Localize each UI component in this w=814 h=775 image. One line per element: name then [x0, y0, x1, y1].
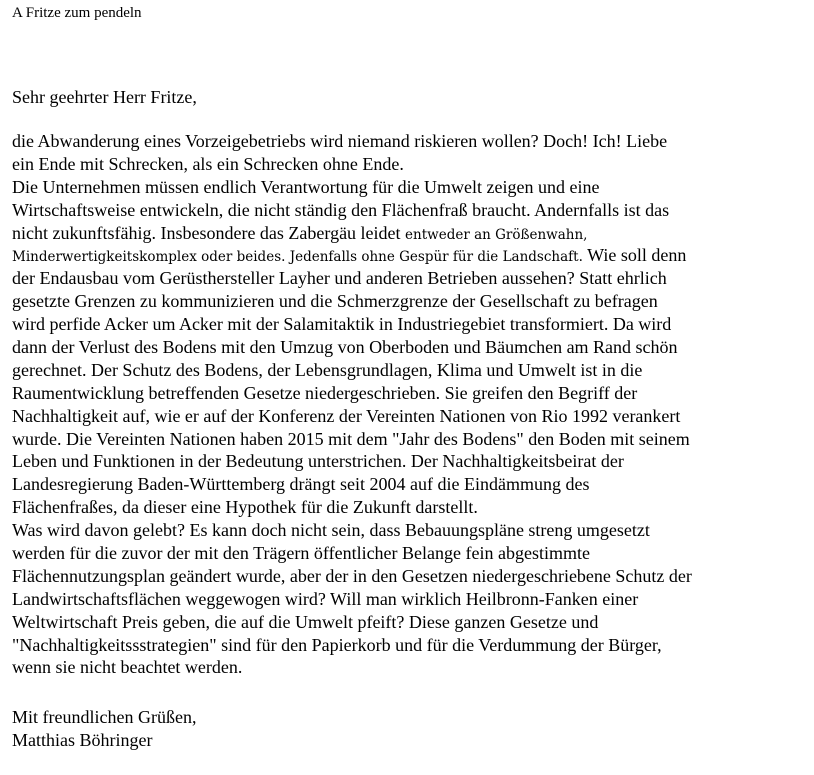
body-line: wenn sie nicht beachtet werden. — [12, 657, 243, 678]
body-line: der Endausbau vom Gerüsthersteller Layher und anderen Betrieben aussehen? Statt ehrlich — [12, 268, 667, 289]
body-line: Landwirtschaftsflächen weggewogen wird? Will man wirklich Heilbronn-Fanken einer — [12, 588, 639, 609]
body-segment-small: entweder an Größenwahn, — [405, 226, 588, 243]
body-line: dann der Verlust des Bodens mit den Umzug von Oberboden und Bäumchen am Rand schön — [12, 337, 678, 358]
body-segment: Wie soll denn — [582, 245, 687, 266]
body-line: Raumentwicklung betreffenden Gesetze niedergeschrieben. Sie greifen den Begriff der — [12, 382, 638, 403]
body-line: ein Ende mit Schrecken, als ein Schrecken ohne Ende. — [12, 153, 404, 174]
body-line: Die Unternehmen müssen endlich Verantwortung für die Umwelt zeigen und eine — [12, 176, 600, 197]
letter-header: A Fritze zum pendeln — [12, 5, 142, 21]
closing-block — [12, 706, 196, 752]
body-line: "Nachhaltigkeitssstrategien" sind für den Papierkorb und für die Verdummung der Bürger, — [12, 634, 662, 655]
body-line: Nachhaltigkeit auf, wie er auf der Konferenz der Vereinten Nationen von Rio 1992 verankert — [12, 405, 681, 426]
body-segment: nicht zukunftsfähig. Insbesondere das Zabergäu leidet — [12, 222, 406, 243]
salutation: Sehr geehrter Herr Fritze, — [12, 87, 197, 107]
body-line: gesetzte Grenzen zu kommunizieren und die Schmerzgrenze der Gesellschaft zu befragen — [12, 291, 658, 312]
body-line-mixed — [12, 222, 692, 245]
body-segment-small: Minderwertigkeitskomplex oder beides. Jedenfalls ohne Gespür für die Landschaft. — [12, 249, 583, 266]
body-line: Wirtschaftsweise entwickeln, die nicht ständig den Flächenfraß braucht. Andernfalls ist das — [12, 199, 670, 220]
body-line: Landesregierung Baden-Württemberg drängt seit 2004 auf die Eindämmung des — [12, 474, 590, 495]
signature-name: Matthias Böhringer — [12, 730, 153, 750]
body-line: Leben und Funktionen in der Bedeutung unterstrichen. Der Nachhaltigkeitsbeirat der — [12, 451, 624, 472]
body-line: gerechnet. Der Schutz des Bodens, der Lebensgrundlagen, Klima und Umwelt ist in die — [12, 359, 643, 380]
body-line: Was wird davon gelebt? Es kann doch nicht sein, dass Bebauungspläne streng umgesetzt — [12, 520, 650, 541]
body-line: werden für die zuvor der mit den Trägern öffentlicher Belange fein abgestimmte — [12, 543, 590, 564]
letter-body — [12, 130, 692, 679]
body-line: Weltwirtschaft Preis geben, die auf die Umwelt pfeift? Diese ganzen Gesetze und — [12, 611, 599, 632]
body-line: wurde. Die Vereinten Nationen haben 2015 mit dem "Jahr des Bodens" den Boden mit seinem — [12, 428, 690, 449]
body-line-mixed — [12, 244, 692, 267]
closing-phrase: Mit freundlichen Grüßen, — [12, 707, 197, 727]
body-line: wird perfide Acker um Acker mit der Salamitaktik in Industriegebiet transformiert. Da wird — [12, 314, 672, 335]
body-line: Flächenfraßes, da dieser eine Hypothek für die Zukunft darstellt. — [12, 497, 478, 518]
body-line: die Abwanderung eines Vorzeigebetriebs wird niemand riskieren wollen? Doch! Ich! Liebe — [12, 131, 668, 151]
body-line: Flächennutzungsplan geändert wurde, aber der in den Gesetzen niedergeschriebene Schutz der — [12, 565, 692, 586]
